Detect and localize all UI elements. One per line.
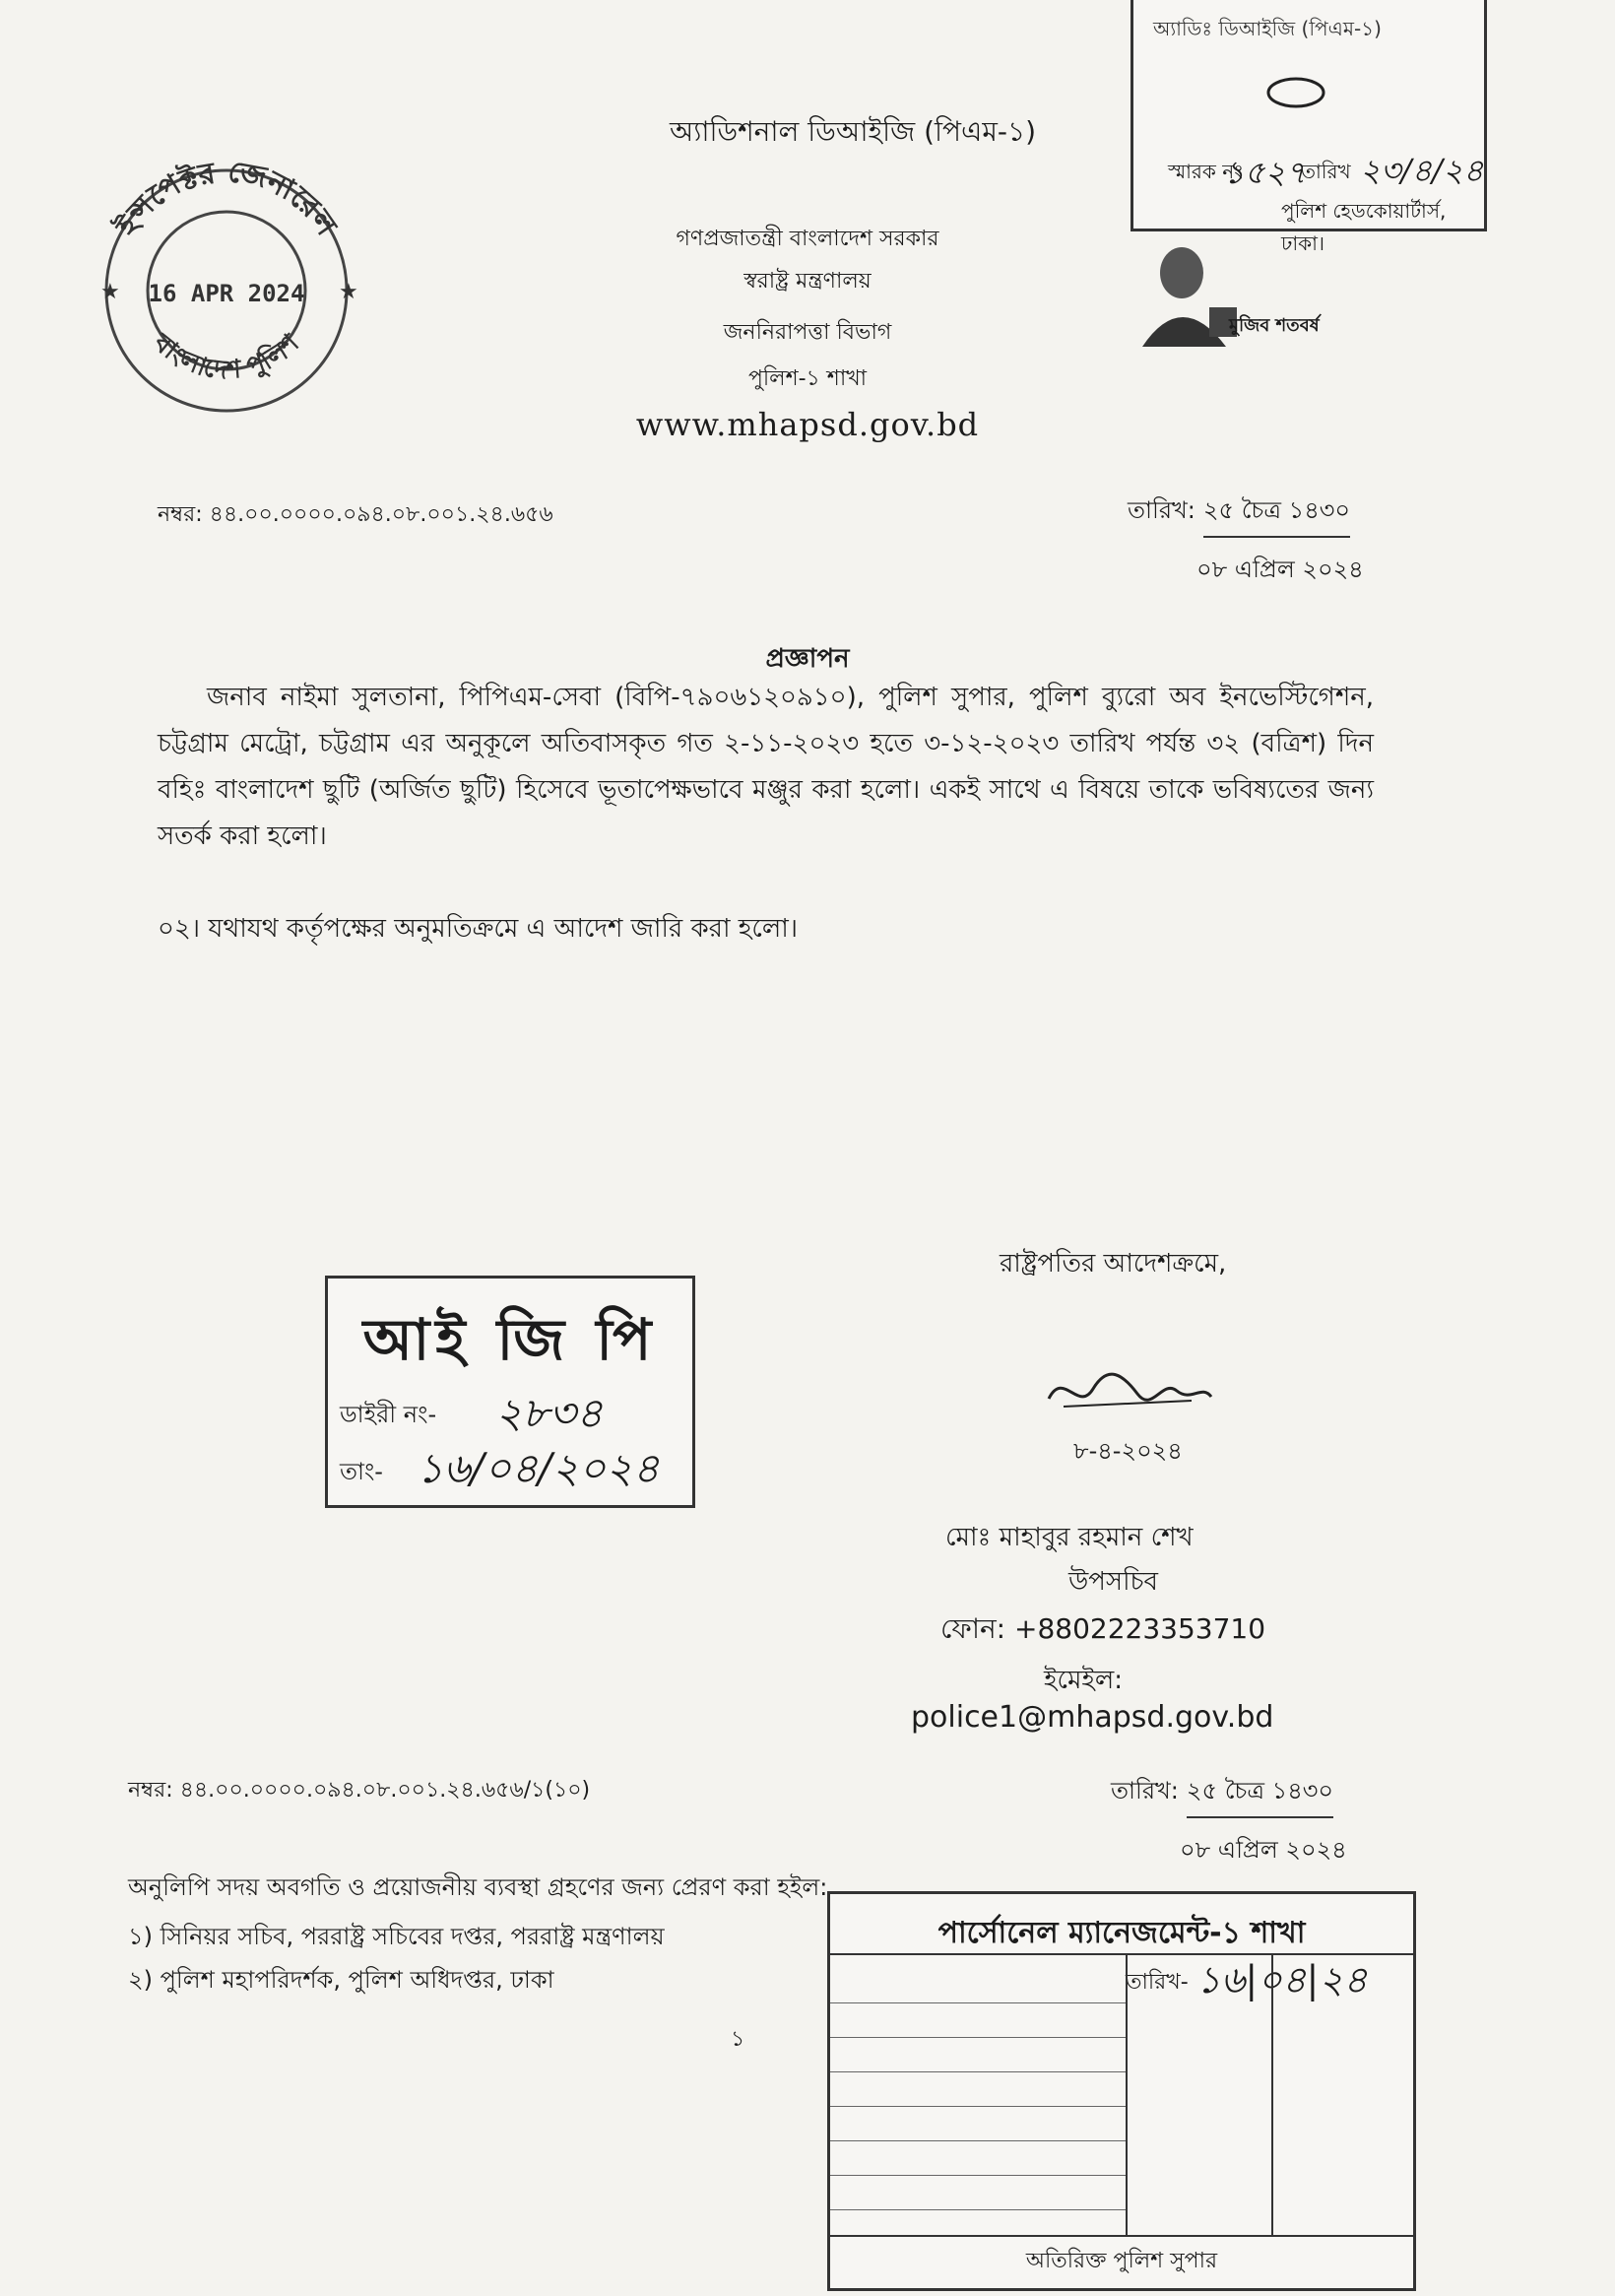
pm-stamp-title: পার্সোনেল ম্যানেজমেন্ট-১ শাখা bbox=[937, 1916, 1306, 1950]
seal-bottom-text: বাংলাদেশ পুলিশ bbox=[147, 328, 305, 386]
igp-stamp bbox=[325, 1276, 695, 1508]
reference-number-2: নম্বর: ৪৪.০০.০০০০.০৯৪.০৮.০০১.২৪.৬৫৬/১(১০) bbox=[128, 1778, 591, 1803]
receipt-stamp-header: অ্যাডিঃ ডিআইজি (পিএম-১) bbox=[1153, 17, 1382, 40]
date-block-2 bbox=[1111, 1773, 1357, 1871]
signature-date: ৮-৪-২০২৪ bbox=[1073, 1437, 1183, 1465]
receipt-stamp-footer: পুলিশ হেডকোয়ার্টার্স, ঢাকা। bbox=[1281, 199, 1447, 255]
pm-date-label: তারিখ- bbox=[1126, 1970, 1189, 1995]
officer-email[interactable]: police1@mhapsd.gov.bd bbox=[911, 1700, 1274, 1735]
seal-top-text: ইন্সপেক্টর জেনারেল bbox=[109, 163, 344, 242]
seal-date: 16 APR 2024 bbox=[148, 280, 305, 307]
receipt-stamp bbox=[1130, 0, 1487, 255]
notice-title: প্রজ্ঞাপন bbox=[765, 644, 850, 674]
pm-stamp-row-line bbox=[830, 2037, 1126, 2038]
pm-stamp-row-line bbox=[830, 2209, 1126, 2210]
date-label: তারিখ: bbox=[1128, 496, 1195, 524]
page-number: ১ bbox=[731, 2027, 745, 2052]
website[interactable]: www.mhapsd.gov.bd bbox=[635, 406, 980, 443]
copy-recipient: ১) সিনিয়র সচিব, পররাষ্ট্র সচিবের দপ্তর, পররাষ্ট্র মন্ত্রণালয় bbox=[128, 1923, 665, 1950]
notice-paragraph-2: ০২। যথাযথ কর্তৃপক্ষের অনুমতিক্রমে এ আদেশ জারি করা হলো। bbox=[158, 914, 799, 944]
pm-stamp-divider bbox=[830, 2235, 1413, 2237]
date-block bbox=[1128, 492, 1374, 591]
pm-note: অ্যাডিশনাল ডিআইজি (পিএম-১) bbox=[670, 115, 1037, 148]
copy-intro: অনুলিপি সদয় অবগতি ও প্রয়োজনীয় ব্যবস্থা গ্রহণের জন্য প্রেরণ করা হইল: bbox=[128, 1873, 828, 1901]
copy-recipient: ২) পুলিশ মহাপরিদর্শক, পুলিশ অধিদপ্তর, ঢাকা bbox=[128, 1966, 554, 1994]
receipt-memo-value: ১৫২৭ bbox=[1224, 154, 1307, 191]
pm-stamp-row-line bbox=[830, 2175, 1126, 2176]
logo-text: মুজিব শতবর্ষ bbox=[1229, 315, 1320, 336]
igp-diary-label: ডাইরী নং- bbox=[340, 1401, 437, 1428]
email-label: ইমেইল: bbox=[1044, 1666, 1124, 1695]
igp-date-value: ১৬/০৪/২০২৪ bbox=[417, 1444, 660, 1492]
receipt-date-label: তারিখ bbox=[1301, 160, 1351, 183]
mujib-logo bbox=[1132, 229, 1320, 357]
date-bengali-2: ২৫ চৈত্র ১৪৩০ bbox=[1187, 1773, 1333, 1818]
ministry-name: স্বরাষ্ট্র মন্ত্রণালয় bbox=[743, 269, 872, 294]
handwritten-signature bbox=[1044, 1359, 1216, 1418]
by-order-line: রাষ্ট্রপতির আদেশক্রমে, bbox=[1000, 1249, 1227, 1279]
igp-diary-value: ২৮৩৪ bbox=[495, 1389, 604, 1437]
pm-stamp-row-line bbox=[830, 2002, 1126, 2003]
notice-body: জনাব নাইমা সুলতানা, পিপিএম-সেবা (বিপি-৭৯০৬১২০৯১০), পুলিশ সুপার, পুলিশ ব্যুরো অব ইনভেস্টিগেশন, চট্টগ্রাম মেট্রো, চট্টগ্রাম এর অনুকূলে অতিবাসকৃত গত ২-১১-২০২৩ হতে ৩-১২-২০২৩ তারিখ পর্যন্ত ৩২ (বত্রিশ) দিন বহিঃ বাংলাদেশ ছুটি (অর্জিত ছুটি) হিসেবে ভূতাপেক্ষভাবে মঞ্জুর করা হলো। একই সাথে এ বিষয়ে তাকে ভবিষ্যতের জন্য সতর্ক করা হলো। bbox=[158, 683, 1374, 851]
pm-stamp-row-line bbox=[830, 2106, 1126, 2107]
officer-phone: ফোন: +8802223353710 bbox=[940, 1612, 1266, 1645]
seal-star-left: ★ bbox=[100, 280, 120, 304]
pm-date-value: ১৬|০৪|২৪ bbox=[1196, 1958, 1368, 2001]
officer-name: মোঃ মাহাবুর রহমান শেখ bbox=[945, 1523, 1194, 1552]
pm-stamp-footer: অতিরিক্ত পুলিশ সুপার bbox=[1025, 2249, 1218, 2273]
igp-date-label: তাং- bbox=[340, 1458, 383, 1485]
date-english-2: ০৮ এপ্রিল ২০২৪ bbox=[1180, 1836, 1347, 1864]
division-name: জননিরাপত্তা বিভাগ bbox=[723, 320, 892, 345]
date-english: ০৮ এপ্রিল ২০২৪ bbox=[1196, 556, 1364, 583]
branch-name: পুলিশ-১ শাখা bbox=[747, 366, 868, 391]
date-label-2: তারিখ: bbox=[1111, 1777, 1179, 1804]
receipt-mark-icon bbox=[1261, 75, 1330, 110]
personnel-management-stamp bbox=[827, 1891, 1416, 2291]
igp-stamp-title: আই জি পি bbox=[362, 1306, 658, 1373]
seal-star-right: ★ bbox=[339, 280, 358, 304]
date-bengali: ২৫ চৈত্র ১৪৩০ bbox=[1203, 492, 1350, 538]
reference-number: নম্বর: ৪৪.০০.০০০০.০৯৪.০৮.০০১.২৪.৬৫৬ bbox=[158, 502, 553, 527]
government-name: গণপ্রজাতন্ত্রী বাংলাদেশ সরকার bbox=[676, 227, 939, 251]
pm-stamp-column-line bbox=[1126, 1953, 1128, 2237]
pm-stamp-column-line bbox=[1271, 1953, 1273, 2237]
pm-stamp-row-line bbox=[830, 2071, 1126, 2072]
officer-designation: উপসচিব bbox=[1068, 1567, 1159, 1597]
receipt-date-value: ২৩/৪/২৪ bbox=[1360, 152, 1484, 189]
pm-stamp-row-line bbox=[830, 2140, 1126, 2141]
receipt-memo-label: স্মারক নং bbox=[1168, 160, 1243, 183]
